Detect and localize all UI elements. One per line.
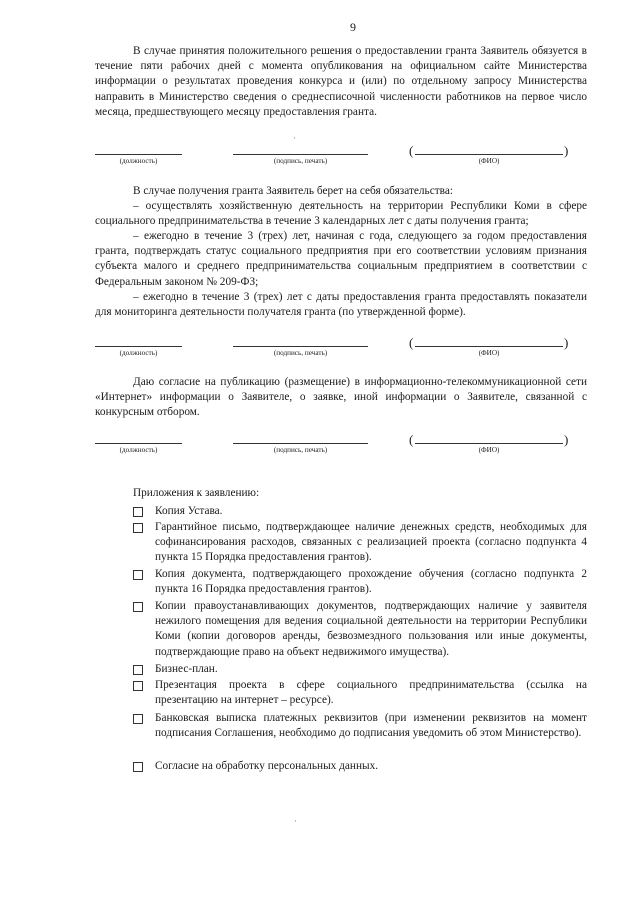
paragraph-obligations-intro <box>95 184 587 199</box>
attachment-text: Согласие на обработку персональных данных. <box>155 760 379 772</box>
checkbox[interactable] <box>133 523 143 533</box>
fio-caption: (ФИО) <box>478 157 500 165</box>
fio-caption: (ФИО) <box>478 446 500 454</box>
attachment-text: Копия Устава. <box>155 505 223 517</box>
attachment-item <box>133 759 587 774</box>
attachment-text: Копия документа, подтверждающего прохождение обучения (согласно подпункта 2 пункта 16 Порядка предоставления грантов). <box>155 568 587 596</box>
paragraph-obligation-item-3 <box>95 290 587 320</box>
scan-speck: · <box>294 816 297 826</box>
fio-caption: (ФИО) <box>478 349 500 357</box>
attachment-text: Гарантийное письмо, подтверждающее наличие денежных средств, необходимых для софинансирования расходов, связанных с реализацией проекта (согласно подпункта 4 пункта 15 Порядка предоставления грантов). <box>155 521 587 564</box>
attachment-item <box>133 662 587 677</box>
paragraph-obligation-item-1 <box>95 199 587 229</box>
position-line[interactable] <box>95 340 182 347</box>
signature-block-3 <box>95 432 587 461</box>
attachment-text: Копии правоустанавливающих документов, подтверждающих наличие у заявителя нежилого помещения для ведения социальной деятельности на территории Республики Коми (копии договоров аренды, безвозмездного пользования или иные документы, подтверждающие право на объект недвижимого имущества). <box>155 600 587 658</box>
attachment-item <box>133 599 587 660</box>
fio-paren-open: ( <box>409 143 414 158</box>
page-number: 9 <box>350 20 356 34</box>
position-caption: (должность) <box>119 446 158 454</box>
paragraph-text: В случае получения гранта Заявитель берет на себя обязательства: <box>133 185 453 197</box>
signature-line[interactable] <box>233 437 368 444</box>
attachment-item <box>133 520 587 566</box>
signature-caption: (подпись, печать) <box>273 446 328 454</box>
checkbox[interactable] <box>133 665 143 675</box>
fio-paren-open: ( <box>409 335 414 350</box>
attachment-text: Презентация проекта в сфере социального предпринимательства (ссылка на презентацию на интернет – ресурсе). <box>155 679 587 707</box>
signature-caption: (подпись, печать) <box>273 349 328 357</box>
paragraph-text: – ежегодно в течение 3 (трех) лет, начиная с года, следующего за годом предоставления гранта, подтверждать статус социального предприятия при его соответствии условиям признания субъекта малого и среднего предпринимательства социальным предприятием в соответствии с Федеральным законом № 209-ФЗ; <box>95 230 587 288</box>
attachments-title: Приложения к заявлению: <box>133 487 260 499</box>
paragraph-obligation-item-2 <box>95 229 587 290</box>
attachment-item <box>133 567 587 597</box>
scan-speck: · <box>293 133 296 143</box>
position-line[interactable] <box>95 437 182 444</box>
attachment-item <box>133 504 587 519</box>
paragraph-grant-obligation <box>95 44 587 120</box>
checkbox[interactable] <box>133 714 143 724</box>
checkbox[interactable] <box>133 681 143 691</box>
fio-paren-close: ) <box>564 335 569 350</box>
fio-paren-close: ) <box>564 143 569 158</box>
attachment-text: Бизнес-план. <box>155 663 218 675</box>
position-caption: (должность) <box>119 349 158 357</box>
signature-block-1 <box>95 143 587 172</box>
fio-line[interactable] <box>415 148 563 155</box>
paragraph-text: – осуществлять хозяйственную деятельность на территории Республики Коми в сфере социального предпринимательства в течение 3 календарных лет с даты получения гранта; <box>95 200 587 228</box>
attachment-text: Банковская выписка платежных реквизитов (при изменении реквизитов на момент подписания Соглашения, необходимо до подписания уведомить об этом Министерство). <box>155 712 587 740</box>
signature-line[interactable] <box>233 148 368 155</box>
paragraph-text: В случае принятия положительного решения о предоставлении гранта Заявитель обязуется в течение пяти рабочих дней с момента опубликования на официальном сайте Министерства информации о результатах проведения конкурса и (или) по отдельному запросу Министерства направить в Министерство сведения о среднесписочной численности работников на первое число месяца, предшествующего месяцу предоставления гранта. <box>95 45 587 118</box>
paragraph-text: Даю согласие на публикацию (размещение) в информационно-телекоммуникационной сети «Интернет» информации о Заявителе, о заявке, иной информации о Заявителе, связанной с конкурсным отбором. <box>95 376 587 419</box>
attachment-item <box>133 711 587 741</box>
signature-line[interactable] <box>233 340 368 347</box>
fio-line[interactable] <box>415 340 563 347</box>
attachment-item <box>133 678 587 708</box>
checkbox[interactable] <box>133 762 143 772</box>
signature-caption: (подпись, печать) <box>273 157 328 165</box>
checkbox[interactable] <box>133 602 143 612</box>
fio-line[interactable] <box>415 437 563 444</box>
position-line[interactable] <box>95 148 182 155</box>
signature-block-2 <box>95 335 587 364</box>
paragraph-text: – ежегодно в течение 3 (трех) лет с даты предоставления гранта предоставлять показатели для мониторинга деятельности получателя гранта (по утвержденной форме). <box>95 291 587 319</box>
fio-paren-open: ( <box>409 432 414 447</box>
fio-paren-close: ) <box>564 432 569 447</box>
checkbox[interactable] <box>133 507 143 517</box>
position-caption: (должность) <box>119 157 158 165</box>
paragraph-publication-consent <box>95 375 587 421</box>
checkbox[interactable] <box>133 570 143 580</box>
